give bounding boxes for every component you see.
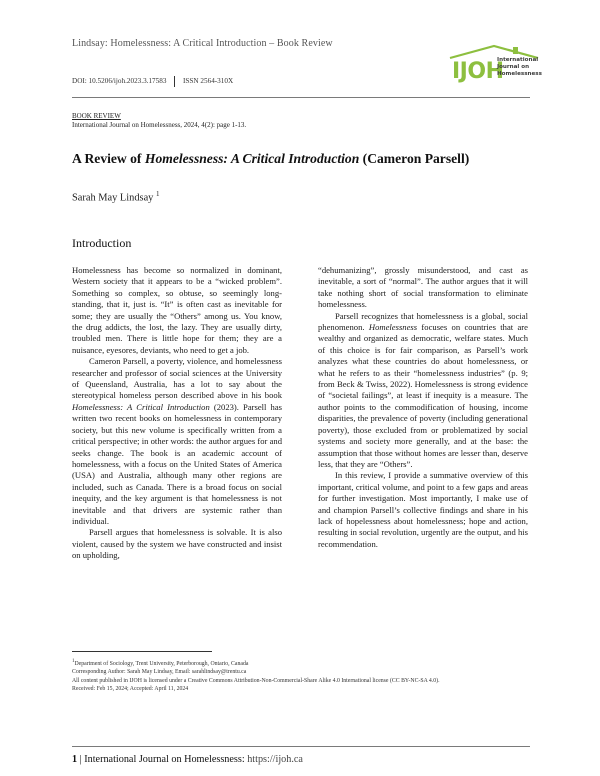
divider <box>174 76 175 87</box>
section-heading: Introduction <box>72 236 132 250</box>
footnote-dates: Received: Feb 15, 2024; Accepted: April 11, 2024 <box>72 686 189 693</box>
paragraph: In this review, I provide a summative overview of this important, critical volume, and point to a few gaps and areas for further investigation. Most importantly, I make use of and champion Parsell’s collective findings and share in his lack of hopelessness about homelessness; hope and action, resulting in social revolution, urgently are the output, and his recommendation. <box>318 470 528 549</box>
issn-text: ISSN 2564-310X <box>183 77 234 86</box>
page-number: 1 <box>72 754 78 765</box>
author-name: Sarah May Lindsay $^1$ <box>72 190 160 204</box>
journal-citation: International Journal on Homelessness, 2024, 4(2): page 1-13. <box>72 121 247 129</box>
doi-text[interactable]: DOI: 10.5206/ijoh.2023.3.17583 <box>72 77 167 86</box>
journal-url-link[interactable]: https://ijoh.ca <box>247 754 303 765</box>
paragraph: “dehumanizing”, grossly misunderstood, and cast as inevitable, a sort of “normal”. The author argues that it will take nothing short of social transformation to eliminate homelessness. <box>318 265 528 310</box>
article-type-label: BOOK REVIEW <box>72 112 121 120</box>
paragraph: Parsell argues that homelessness is solvable. It is also violent, caused by the system we have constructed and insist on upholding, <box>72 527 282 561</box>
footnote-rule <box>72 651 212 652</box>
footnote-corresponding: Corresponding Author: Sarah May Lindsay, Email: sarahlindsay@trentu.ca <box>72 669 247 676</box>
footnote-marker[interactable]: 1 <box>155 190 160 198</box>
footer-separator: | <box>79 754 82 765</box>
logo-acronym: IJOH <box>452 59 504 84</box>
paragraph: Parsell recognizes that homelessness is a global, social phenomenon. Homelessness focuses on countries that are wealthy and organized as democratic, welfare states. Much of this choice is for fair comparison, as Parsell’s work analyzes what these countries do about homelessness, or what he refers to as their “homelessness industries” (p. 9; from Beck & Twiss, 2022). Homelessness is strong evidence of “societal failings”, at least if inequity is a measure. The author points to the commodification of housing, income disparities, the prevalence of poverty (including generational poverty), those excluded from or problematized by social systems and society more generally, and at the base: the assumption that those without homes are lesser than, deserve less, that they are “Others”. <box>318 310 528 469</box>
journal-logo <box>449 44 542 94</box>
doi-row <box>72 76 233 87</box>
paragraph: Homelessness has become so normalized in dominant, Western society that it appears to be a “wicked problem”. Something so complex, so obtuse, so seemingly long-standing, that it, just is. “It” is often cast as inevitable for some; they are usually the “Others” among us. You know, the drug addicts, the lost, the lazy. They are usually dirty, troubled men. There is little hope for them; they are a nuisance, eyesores, deviants, who need to get a job. <box>72 265 282 355</box>
footnotes <box>72 658 532 694</box>
footer-rule <box>72 746 530 747</box>
article-title: A Review of Homelessness: A Critical Introduction (Cameron Parsell) <box>72 151 470 166</box>
footer-journal: International Journal on Homelessness: <box>84 754 245 765</box>
body-column-right <box>318 265 528 550</box>
footnote-license: All content published in IJOH is licensed under a Creative Commons Attribution-Non-Commercial-Share Alike 4.0 International license (CC BY-NC-SA 4.0). <box>72 677 440 684</box>
page-footer <box>72 754 303 765</box>
footnote-affiliation: $^1$Department of Sociology, Trent University, Peterborough, Ontario, Canada <box>72 659 249 667</box>
paragraph: Cameron Parsell, a poverty, violence, and homelessness researcher and professor of social sciences at the University of Queensland, Australia, has a lot to say about the stereotypical homeless person described above in his book Homelessness: A Critical Introduction (2023). Parsell has written two recent books on homelessness in contemporary society, but this new volume is specifically written from a critical perspective; in other words: the author argues for and seeks change. The book is an academic account of homelessness, with a focus on the United States of America (USA) and Australia, although many other regions are included, such as Canada. There is a broad focus on social inequity, and the key argument is that homelessness is not inevitable and that drivers are systemic rather than individual. <box>72 356 282 526</box>
logo-journal-name: International Journal on Homelessness <box>497 57 542 77</box>
running-head: Lindsay: Homelessness: A Critical Introduction – Book Review <box>72 38 333 49</box>
header-rule <box>72 97 530 98</box>
body-column-left <box>72 265 282 562</box>
